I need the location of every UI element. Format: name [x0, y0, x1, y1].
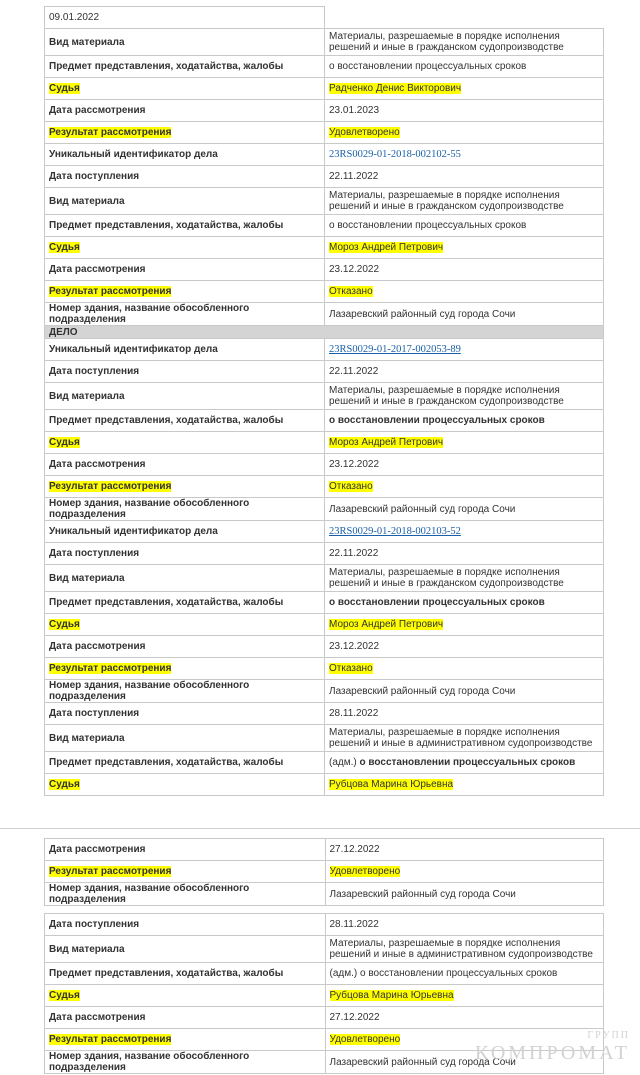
table-row [45, 100, 604, 122]
table-row [45, 985, 604, 1007]
table-row [45, 339, 604, 361]
table-row [45, 432, 604, 454]
table-row [45, 144, 604, 166]
table-row [45, 614, 604, 636]
row-value: о восстановлении процессуальных сроков [325, 56, 604, 78]
result-label: Результат рассмотрения [49, 286, 172, 297]
case-id-link[interactable]: 23RS0029-01-2018-002102-55 [329, 149, 461, 160]
row-label: Предмет представления, ходатайства, жалобы [45, 410, 325, 432]
row-label: Дата поступления [45, 914, 326, 936]
table-row [45, 774, 604, 796]
row-label: Номер здания, название обособленного подразделения [45, 883, 326, 906]
row-value: Материалы, разрешаемые в порядке исполнения решений и иные в административном судопроизводстве [325, 725, 604, 752]
row-label: Дата рассмотрения [45, 454, 325, 476]
row-value: 22.11.2022 [325, 166, 604, 188]
row-label: Дата поступления [45, 703, 325, 725]
row-label: Уникальный идентификатор дела [45, 144, 325, 166]
row-label: Вид материала [45, 725, 325, 752]
table-row [45, 122, 604, 144]
row-value: Лазаревский районный суд города Сочи [325, 883, 604, 906]
row-value: Материалы, разрешаемые в порядке исполнения решений и иные в гражданском судопроизводстве [325, 29, 604, 56]
result-value: Удовлетворено [329, 127, 400, 138]
table-row [45, 680, 604, 703]
judge-label: Судья [49, 83, 80, 94]
date-cell: 09.01.2022 [45, 7, 325, 29]
table-row [45, 259, 604, 281]
table-row [45, 1007, 604, 1029]
table-row [45, 78, 604, 100]
row-value: о восстановлении процессуальных сроков [360, 968, 558, 979]
watermark-sup: ГРУПП [587, 1030, 630, 1041]
judge-label: Судья [49, 242, 80, 253]
result-label: Результат рассмотрения [49, 1034, 172, 1045]
judge-label: Судья [49, 619, 80, 630]
table-row [45, 703, 604, 725]
row-label: Вид материала [45, 936, 326, 963]
admin-prefix: (адм.) [329, 757, 357, 768]
row-value: Материалы, разрешаемые в порядке исполнения решений и иные в гражданском судопроизводстве [325, 565, 604, 592]
row-value: 22.11.2022 [325, 361, 604, 383]
table-row [45, 839, 604, 861]
table-row [45, 883, 604, 906]
table-row [45, 543, 604, 565]
row-value: Лазаревский районный суд города Сочи [325, 680, 604, 703]
table-row [45, 861, 604, 883]
row-value: 22.11.2022 [325, 543, 604, 565]
table-row [45, 454, 604, 476]
judge-value: Рубцова Марина Юрьевна [329, 779, 454, 790]
row-label: Уникальный идентификатор дела [45, 339, 325, 361]
judge-value: Мороз Андрей Петрович [329, 619, 444, 630]
result-value: Удовлетворено [329, 1034, 401, 1045]
table-row [45, 188, 604, 215]
row-label: Вид материала [45, 29, 325, 56]
table-row [45, 281, 604, 303]
result-label: Результат рассмотрения [49, 481, 172, 492]
section-header-row [45, 326, 604, 339]
result-value: Отказано [329, 286, 373, 297]
row-label: Предмет представления, ходатайства, жалобы [45, 56, 325, 78]
table-row [45, 29, 604, 56]
row-value: 27.12.2022 [325, 839, 604, 861]
judge-value: Мороз Андрей Петрович [329, 242, 444, 253]
row-label: Предмет представления, ходатайства, жалобы [45, 963, 326, 985]
table-row [45, 7, 604, 29]
row-value: о восстановлении процессуальных сроков [325, 410, 604, 432]
table-row [45, 498, 604, 521]
row-label: Номер здания, название обособленного подразделения [45, 303, 325, 326]
row-label: Уникальный идентификатор дела [45, 521, 325, 543]
table-row [45, 914, 604, 936]
table-row [45, 237, 604, 259]
section-divider [0, 828, 640, 829]
row-label: Номер здания, название обособленного подразделения [45, 1051, 326, 1074]
judge-label: Судья [49, 779, 80, 790]
table-row [45, 658, 604, 680]
row-value: Материалы, разрешаемые в порядке исполнения решений и иные в административном судопроизводстве [325, 936, 604, 963]
row-label: Дата рассмотрения [45, 100, 325, 122]
table-row [45, 963, 604, 985]
case-id-link[interactable]: 23RS0029-01-2018-002103-52 [329, 526, 461, 537]
row-value: 23.12.2022 [325, 636, 604, 658]
result-label: Результат рассмотрения [49, 866, 172, 877]
watermark [474, 1030, 630, 1065]
table-row [45, 215, 604, 237]
row-label: Номер здания, название обособленного подразделения [45, 498, 325, 521]
judge-value: Рубцова Марина Юрьевна [329, 990, 454, 1001]
row-value: 27.12.2022 [325, 1007, 604, 1029]
table-row [45, 565, 604, 592]
row-label: Предмет представления, ходатайства, жалобы [45, 752, 325, 774]
judge-label: Судья [49, 990, 80, 1001]
table-row [45, 752, 604, 774]
table-row [45, 636, 604, 658]
row-value: 23.12.2022 [325, 454, 604, 476]
row-label: Дата рассмотрения [45, 839, 326, 861]
row-label: Вид материала [45, 188, 325, 215]
table-row [45, 166, 604, 188]
row-label: Дата поступления [45, 166, 325, 188]
row-value: Лазаревский районный суд города Сочи [325, 1051, 604, 1074]
row-value: о восстановлении процессуальных сроков [325, 215, 604, 237]
row-label: Дата рассмотрения [45, 1007, 326, 1029]
row-value: 23.01.2023 [325, 100, 604, 122]
row-label: Дата рассмотрения [45, 636, 325, 658]
row-value: Материалы, разрешаемые в порядке исполнения решений и иные в гражданском судопроизводстве [325, 188, 604, 215]
result-value: Удовлетворено [329, 866, 401, 877]
table-row [45, 303, 604, 326]
row-label: Предмет представления, ходатайства, жалобы [45, 215, 325, 237]
row-value: Материалы, разрешаемые в порядке исполнения решений и иные в гражданском судопроизводстве [325, 383, 604, 410]
table-row [45, 361, 604, 383]
judge-label: Судья [49, 437, 80, 448]
table-row [45, 725, 604, 752]
row-label: Дата рассмотрения [45, 259, 325, 281]
row-label: Вид материала [45, 565, 325, 592]
table-row [45, 936, 604, 963]
table-row [45, 383, 604, 410]
row-value: Лазаревский районный суд города Сочи [325, 303, 604, 326]
result-value: Отказано [329, 481, 373, 492]
row-label: Номер здания, название обособленного подразделения [45, 680, 325, 703]
table-row [45, 521, 604, 543]
watermark-main: КОМПРОМАТ [474, 1042, 630, 1064]
row-value: 28.11.2022 [325, 914, 604, 936]
row-label: Предмет представления, ходатайства, жалобы [45, 592, 325, 614]
row-label: Дата поступления [45, 361, 325, 383]
table-row [45, 476, 604, 498]
case-table-2 [44, 838, 604, 906]
table-row [45, 410, 604, 432]
table-row [45, 592, 604, 614]
table-row [45, 56, 604, 78]
judge-value: Мороз Андрей Петрович [329, 437, 444, 448]
case-table-1 [44, 6, 604, 796]
case-id-link[interactable]: 23RS0029-01-2017-002053-89 [329, 344, 461, 355]
section-header: ДЕЛО [45, 326, 604, 339]
row-value: 28.11.2022 [325, 703, 604, 725]
admin-prefix: (адм.) [329, 968, 358, 979]
row-label: Дата поступления [45, 543, 325, 565]
row-value: Лазаревский районный суд города Сочи [325, 498, 604, 521]
result-label: Результат рассмотрения [49, 127, 172, 138]
result-label: Результат рассмотрения [49, 663, 172, 674]
row-label: Вид материала [45, 383, 325, 410]
row-value: о восстановлении процессуальных сроков [325, 592, 604, 614]
row-value: 23.12.2022 [325, 259, 604, 281]
row-value: о восстановлении процессуальных сроков [359, 757, 576, 768]
result-value: Отказано [329, 663, 373, 674]
judge-value: Радченко Денис Викторович [329, 83, 462, 94]
